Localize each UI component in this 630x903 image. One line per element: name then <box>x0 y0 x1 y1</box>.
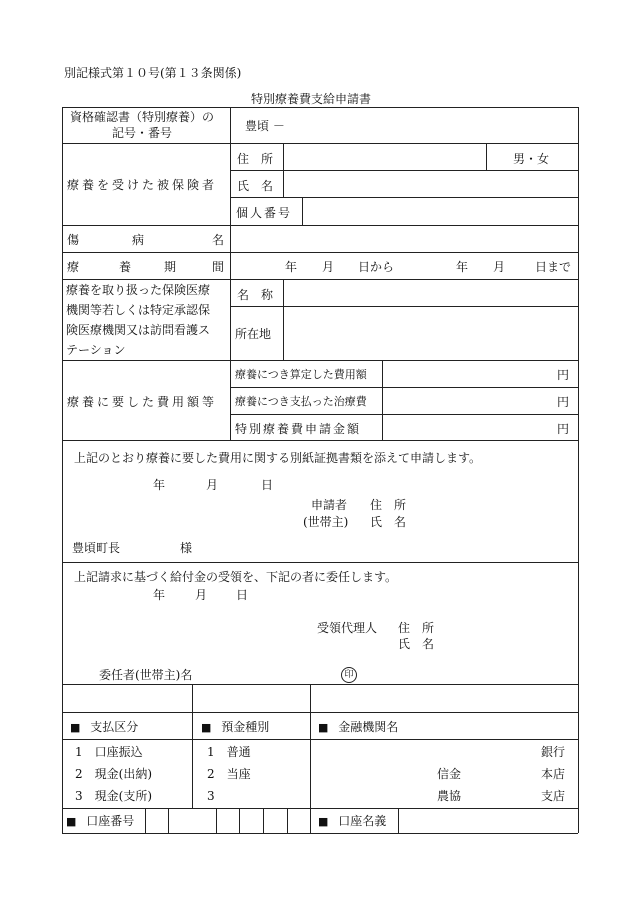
cost-item-requested: 特別療養費申請金額 <box>235 422 362 436</box>
applicant-name-label: 氏 名 <box>370 515 407 529</box>
agent-label: 受領代理人 <box>317 621 378 635</box>
form-number: 別記様式第１０号(第１３条関係) <box>64 66 242 80</box>
payment-method-header <box>70 721 138 733</box>
account-type-title: 預金種別 <box>221 720 270 734</box>
institution-location-field[interactable] <box>284 307 577 359</box>
agent-name-label: 氏 名 <box>398 637 435 651</box>
payment-method-title: 支払区分 <box>90 720 139 734</box>
name-field[interactable] <box>284 171 577 196</box>
yen-unit: 円 <box>557 368 570 382</box>
bank-title: 金融機関名 <box>338 720 399 734</box>
period-to-year[interactable]: 年 <box>456 260 469 274</box>
payment-method-option[interactable]: 1 口座振込 <box>75 745 143 759</box>
applicant-label: 申請者 <box>311 498 348 512</box>
disease-field[interactable] <box>231 226 577 251</box>
account-name-title: 口座名義 <box>338 814 387 828</box>
cost-item-paid: 療養につき支払った治療費 <box>235 395 367 408</box>
disease-label-2: 病 <box>132 233 145 247</box>
payment-method-option[interactable]: 2 現金(出納) <box>75 767 152 781</box>
cert-value[interactable]: 豊頃 － <box>245 119 285 133</box>
honorific: 様 <box>180 541 193 555</box>
insured-label: 療養を受けた被保険者 <box>67 178 218 192</box>
delegation-month[interactable]: 月 <box>195 588 208 602</box>
account-type-option[interactable]: 3 <box>207 789 215 803</box>
declaration-month[interactable]: 月 <box>206 478 219 492</box>
address-field[interactable] <box>284 144 484 169</box>
cost-label: 療養に要した費用額等 <box>67 395 218 409</box>
delegator-label: 委任者(世帯主)名 <box>99 668 193 682</box>
period-label-3: 期 <box>164 260 177 274</box>
yen-unit: 円 <box>557 395 570 409</box>
declaration-year[interactable]: 年 <box>153 478 166 492</box>
institution-label-line4: テーション <box>66 343 126 357</box>
householder-label: (世帯主) <box>303 515 349 529</box>
bank-name-field[interactable] <box>311 740 531 807</box>
declaration-day[interactable]: 日 <box>261 478 274 492</box>
gender-label[interactable]: 男・女 <box>513 152 550 166</box>
seal-mark: 印 <box>341 667 357 683</box>
period-from-year[interactable]: 年 <box>285 260 298 274</box>
period-from-day[interactable]: 日から <box>358 260 395 274</box>
bank-suffix-head-office: 本店 <box>541 767 566 781</box>
personal-number-label: 個人番号 <box>236 206 293 220</box>
bank-type-nokyo: 農協 <box>437 789 462 803</box>
account-number-title: 口座番号 <box>86 814 135 828</box>
institution-label-line1: 療養を取り扱った保険医療 <box>66 283 211 297</box>
yen-unit: 円 <box>557 422 570 436</box>
institution-label-line3: 険医療機関又は訪問看護ス <box>66 323 211 337</box>
bullet-square: ■ <box>318 815 329 828</box>
account-type-option[interactable]: 2 当座 <box>207 767 251 781</box>
cert-label-line1: 資格確認書（特別療養）の <box>70 110 215 124</box>
bank-suffix-bank: 銀行 <box>541 745 566 759</box>
cert-label-line2: 記号・番号 <box>112 126 173 140</box>
bullet-square: ■ <box>201 721 212 734</box>
bank-suffix-branch: 支店 <box>541 789 566 803</box>
institution-name-label: 名 称 <box>237 288 274 302</box>
account-type-option[interactable]: 1 普通 <box>207 745 251 759</box>
account-number-field[interactable] <box>146 809 309 832</box>
period-to-day[interactable]: 日まで <box>535 260 572 274</box>
agent-address-label: 住 所 <box>398 621 435 635</box>
period-label-1: 療 <box>67 260 80 274</box>
account-type-header <box>201 721 269 733</box>
name-label: 氏 名 <box>237 179 274 193</box>
bank-header <box>318 721 398 733</box>
bullet-square: ■ <box>70 721 81 734</box>
institution-name-field[interactable] <box>284 280 577 305</box>
disease-label-3: 名 <box>212 233 225 247</box>
declaration-text: 上記のとおり療養に要した費用に関する別紙証拠書類を添えて申請します。 <box>74 451 482 465</box>
delegation-text: 上記請求に基づく給付金の受領を、下記の者に委任します。 <box>74 570 398 584</box>
disease-label-1: 傷 <box>67 233 80 247</box>
cost-item-calculated: 療養につき算定した費用額 <box>235 368 367 381</box>
bullet-square: ■ <box>318 721 329 734</box>
period-from-month[interactable]: 月 <box>322 260 335 274</box>
account-number-label <box>66 815 134 827</box>
applicant-address-label: 住 所 <box>370 498 407 512</box>
payment-method-option[interactable]: 3 現金(支所) <box>75 789 152 803</box>
bullet-square: ■ <box>66 815 77 828</box>
personal-number-field[interactable] <box>303 198 577 224</box>
account-name-label <box>318 815 386 827</box>
delegation-year[interactable]: 年 <box>153 588 166 602</box>
period-to-month[interactable]: 月 <box>493 260 506 274</box>
period-label-4: 間 <box>212 260 225 274</box>
institution-label-line2: 機関等若しくは特定承認保 <box>66 303 211 317</box>
form-title: 特別療養費支給申請書 <box>251 92 372 106</box>
bank-type-shinkin: 信金 <box>437 767 462 781</box>
delegation-day[interactable]: 日 <box>236 588 249 602</box>
institution-location-label: 所在地 <box>235 327 272 341</box>
addressee: 豊頃町長 <box>72 541 121 555</box>
period-label-2: 養 <box>119 260 132 274</box>
account-name-field[interactable] <box>399 809 577 832</box>
address-label: 住 所 <box>237 152 274 166</box>
